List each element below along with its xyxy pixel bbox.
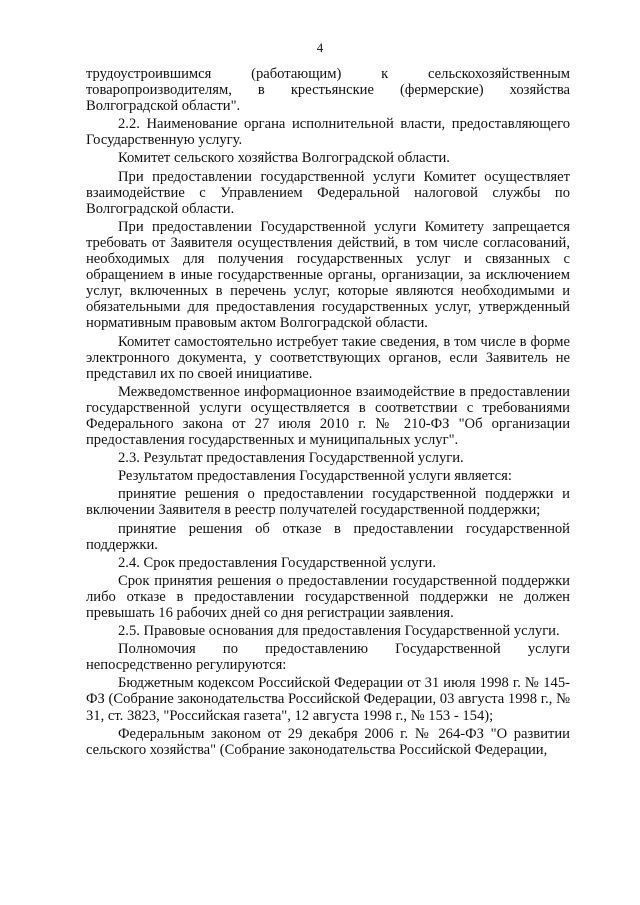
paragraph: Комитет самостоятельно истребует такие сведения, в том числе в форме электронного документа, у соответствующих органов, если Заявитель не представил их по своей инициативе. [86, 333, 570, 382]
page-number: 4 [316, 40, 324, 55]
list-item: принятие решения об отказе в предоставлении государственной поддержки. [86, 520, 570, 553]
section-heading-2-5: 2.5. Правовые основания для предоставления Государственной услуги. [118, 623, 560, 640]
section-heading-2-3: 2.3. Результат предоставления Государственной услуги. [118, 450, 464, 467]
paragraph: Комитет сельского хозяйства Волгоградской области. [118, 150, 450, 167]
section-heading-2-4: 2.4. Срок предоставления Государственной услуги. [118, 554, 437, 571]
list-item: принятие решения о предоставлении государственной поддержки и включении Заявителя в реестр получателей государственной поддержки; [86, 486, 570, 519]
document-body [86, 66, 570, 760]
paragraph: Полномочия по предоставлению Государственной услуги непосредственно регулируются: [86, 641, 570, 674]
paragraph: Межведомственное информационное взаимодействие в предоставлении государственной услуги осуществляется в соответствии с требованиями Федерального закона от 27 июля 2010 г. № 210-ФЗ "Об организации предоставления государственных и муниципальных услуг". [86, 383, 570, 449]
paragraph-continuation: трудоустроившимся (работающим) к сельскохозяйственным товаропроизводителям, в крестьянские (фермерские) хозяйства Волгоградской области". [86, 66, 570, 115]
paragraph: Срок принятия решения о предоставлении государственной поддержки либо отказе в предоставлении государственной поддержки не должен превышать 16 рабочих дней со дня регистрации заявления. [86, 572, 570, 621]
paragraph: Результатом предоставления Государственной услуги является: [118, 468, 512, 485]
legal-reference: Бюджетным кодексом Российской Федерации от 31 июля 1998 г. № 145-ФЗ (Собрание законодательства Российской Федерации, 03 августа 1998 г., № 31, ст. 3823, "Российская газета", 12 августа 1998 г., № 153 - 154); [86, 675, 570, 724]
paragraph: При предоставлении Государственной услуги Комитету запрещается требовать от Заявителя осуществления действий, в том числе согласований, необходимых для получения государственных услуг и связанных с обращением в иные государственные органы, организации, за исключением услуг, включенных в перечень услуг, которые являются необходимыми и обязательными для предоставления государственных услуг, утвержденный нормативным правовым актом Волгоградской области. [86, 218, 570, 332]
legal-reference: Федеральным законом от 29 декабря 2006 г. № 264-ФЗ "О развитии сельского хозяйства" (Собрание законодательства Российской Федерации, [86, 725, 570, 758]
section-heading-2-2: 2.2. Наименование органа исполнительной власти, предоставляющего Государственную услугу. [86, 116, 570, 149]
paragraph: При предоставлении государственной услуги Комитет осуществляет взаимодействие с Управлением Федеральной налоговой службы по Волгоградской области. [86, 168, 570, 217]
